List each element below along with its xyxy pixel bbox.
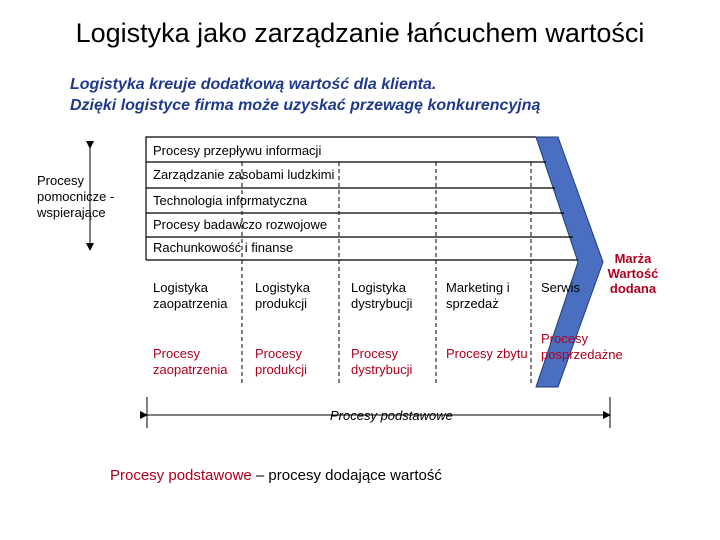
cell-process-production: Procesy produkcji (255, 346, 308, 377)
cell-logistics-production: Logistyka produkcji (255, 280, 310, 311)
band-hr-management: Zarządzanie zasobami ludzkimi (153, 167, 335, 182)
cell-logistics-supply: Logistyka zaopatrzenia (153, 280, 228, 311)
margin-label: Marża Wartość dodana (607, 251, 659, 296)
band-information-flow: Procesy przepływu informacji (153, 143, 322, 158)
cell-process-after-sales: Procesy posprzedażne (541, 331, 623, 362)
cell-service: Serwis (541, 280, 581, 295)
footer-note (110, 467, 442, 484)
support-processes-label: Procesy pomocnicze - wspierające (37, 173, 115, 220)
page-title: Logistyka jako zarządzanie łańcuchem wartości (75, 18, 645, 48)
cell-process-sales: Procesy zbytu (446, 346, 528, 361)
footer-highlight: Procesy podstawowe (110, 467, 252, 484)
band-accounting: Rachunkowość i finanse (153, 240, 294, 255)
cell-process-supply: Procesy zaopatrzenia (153, 346, 228, 377)
subtitle-line-2: Dzięki logistyce firma może uzyskać przewagę konkurencyjną (70, 97, 541, 114)
primary-processes-label: Procesy podstawowe (330, 408, 453, 423)
cell-logistics-distribution: Logistyka dystrybucji (351, 280, 413, 311)
band-rnd: Procesy badawczo rozwojowe (153, 217, 328, 232)
footer-rest: – procesy dodające wartość (251, 467, 442, 484)
band-it: Technologia informatyczna (153, 193, 307, 208)
subtitle-line-1: Logistyka kreuje dodatkową wartość dla klienta. (70, 76, 437, 93)
cell-marketing-sales: Marketing i sprzedaż (446, 280, 510, 311)
cell-process-distribution: Procesy dystrybucji (351, 346, 413, 377)
